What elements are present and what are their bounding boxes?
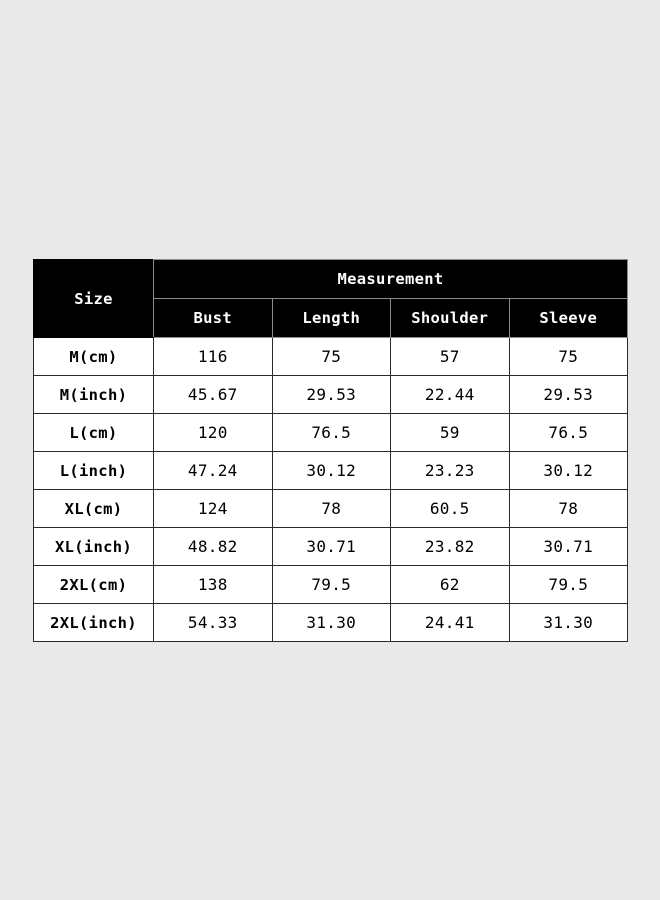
table-row <box>34 604 628 642</box>
column-header-bust: Bust <box>154 299 273 338</box>
table-body <box>34 338 628 642</box>
bust-cell: 124 <box>154 490 273 528</box>
table-row <box>34 414 628 452</box>
size-table <box>33 259 628 642</box>
row-label: L(inch) <box>34 452 154 490</box>
shoulder-cell: 62 <box>391 566 510 604</box>
size-chart <box>33 259 627 642</box>
size-column-header: Size <box>34 260 154 338</box>
sleeve-cell: 31.30 <box>509 604 628 642</box>
table-row <box>34 490 628 528</box>
sleeve-cell: 30.12 <box>509 452 628 490</box>
length-cell: 29.53 <box>272 376 391 414</box>
shoulder-cell: 23.82 <box>391 528 510 566</box>
shoulder-cell: 57 <box>391 338 510 376</box>
sleeve-cell: 29.53 <box>509 376 628 414</box>
length-cell: 78 <box>272 490 391 528</box>
sleeve-cell: 30.71 <box>509 528 628 566</box>
sleeve-cell: 76.5 <box>509 414 628 452</box>
bust-cell: 48.82 <box>154 528 273 566</box>
row-label: XL(cm) <box>34 490 154 528</box>
bust-cell: 120 <box>154 414 273 452</box>
shoulder-cell: 24.41 <box>391 604 510 642</box>
column-header-shoulder: Shoulder <box>391 299 510 338</box>
shoulder-cell: 22.44 <box>391 376 510 414</box>
length-cell: 75 <box>272 338 391 376</box>
column-header-length: Length <box>272 299 391 338</box>
bust-cell: 45.67 <box>154 376 273 414</box>
bust-cell: 138 <box>154 566 273 604</box>
row-label: 2XL(cm) <box>34 566 154 604</box>
row-label: M(inch) <box>34 376 154 414</box>
shoulder-cell: 59 <box>391 414 510 452</box>
table-row <box>34 528 628 566</box>
sleeve-cell: 78 <box>509 490 628 528</box>
length-cell: 31.30 <box>272 604 391 642</box>
table-row <box>34 566 628 604</box>
row-label: M(cm) <box>34 338 154 376</box>
table-row <box>34 376 628 414</box>
row-label: L(cm) <box>34 414 154 452</box>
table-row <box>34 452 628 490</box>
length-cell: 79.5 <box>272 566 391 604</box>
row-label: 2XL(inch) <box>34 604 154 642</box>
shoulder-cell: 60.5 <box>391 490 510 528</box>
measurement-group-header: Measurement <box>154 260 628 299</box>
bust-cell: 47.24 <box>154 452 273 490</box>
length-cell: 30.71 <box>272 528 391 566</box>
row-label: XL(inch) <box>34 528 154 566</box>
column-header-sleeve: Sleeve <box>509 299 628 338</box>
length-cell: 30.12 <box>272 452 391 490</box>
sleeve-cell: 79.5 <box>509 566 628 604</box>
shoulder-cell: 23.23 <box>391 452 510 490</box>
bust-cell: 54.33 <box>154 604 273 642</box>
table-row <box>34 338 628 376</box>
bust-cell: 116 <box>154 338 273 376</box>
sleeve-cell: 75 <box>509 338 628 376</box>
length-cell: 76.5 <box>272 414 391 452</box>
table-header <box>34 260 628 338</box>
